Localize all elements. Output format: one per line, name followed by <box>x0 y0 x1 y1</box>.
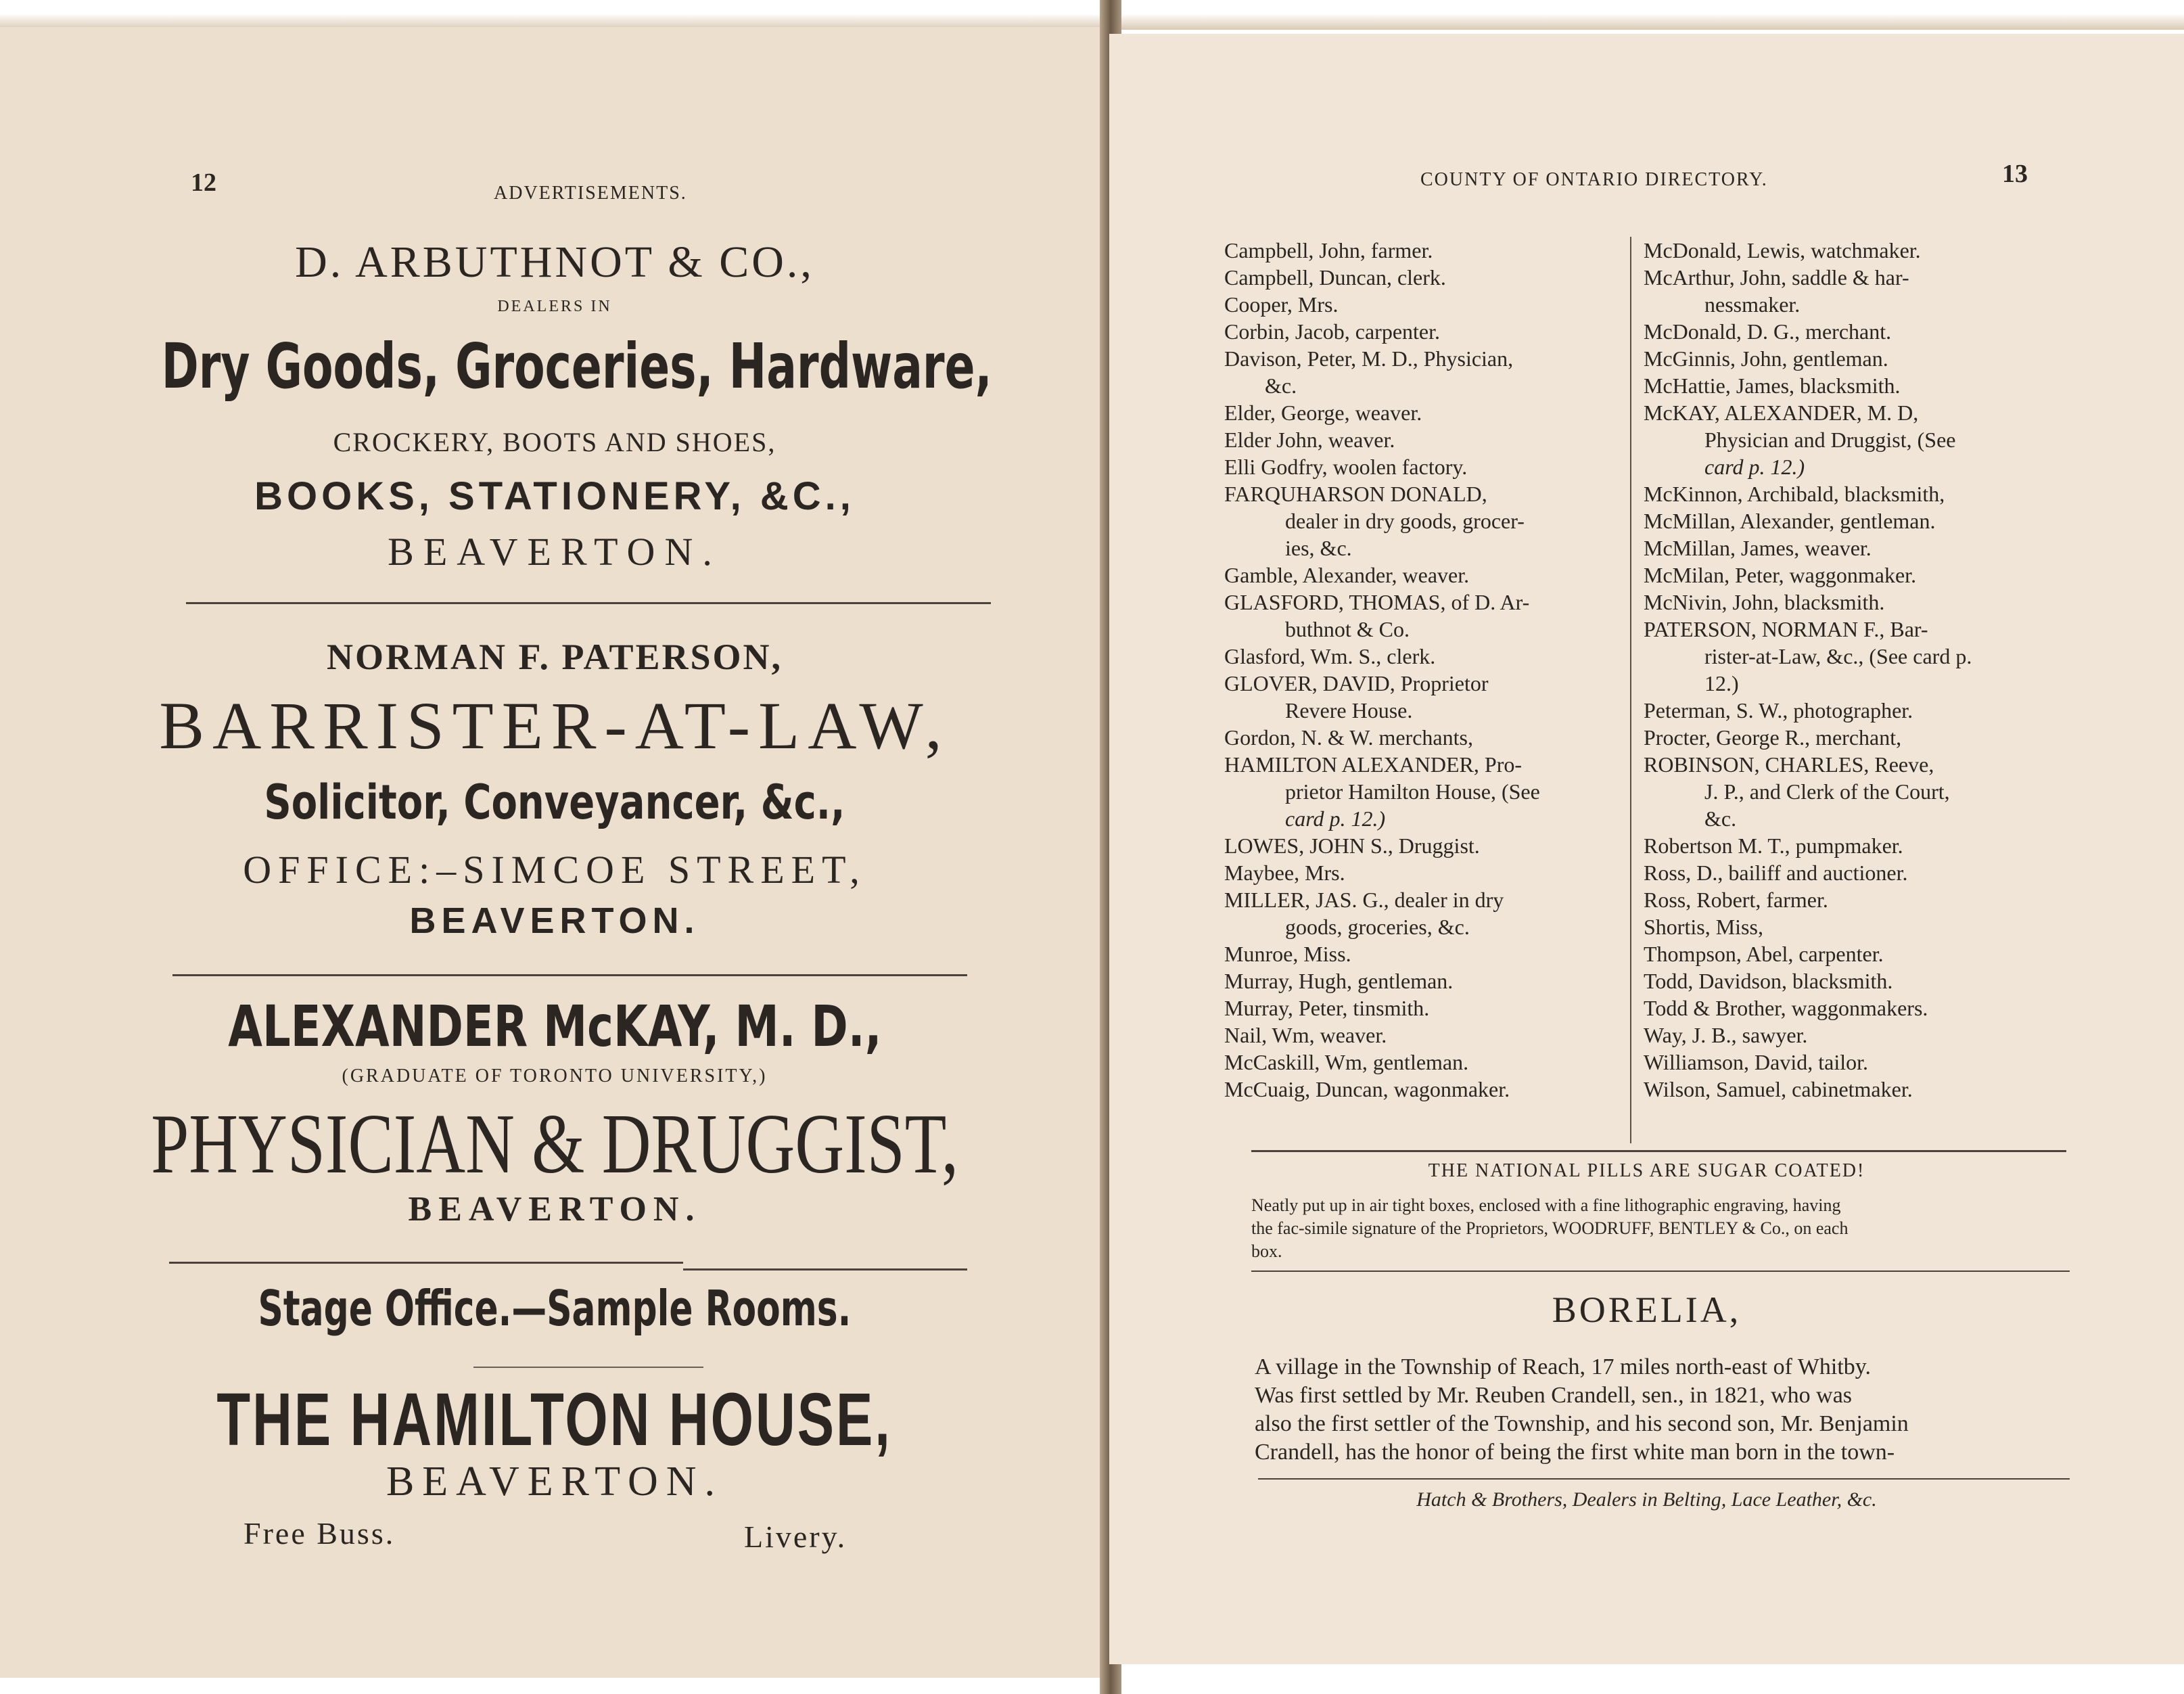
borelia-line: A village in the Township of Reach, 17 miles north-east of Whitby. <box>1255 1354 1872 1379</box>
paterson-office: OFFICE:–SIMCOE STREET, <box>243 848 866 892</box>
left-page <box>0 27 1109 1678</box>
column-divider <box>1630 237 1631 1143</box>
list-item: Murray, Hugh, gentleman. <box>1224 969 1454 993</box>
mckay-graduate: (GRADUATE OF TORONTO UNIVERSITY,) <box>342 1066 768 1086</box>
arbuthnot-goods-wrap <box>0 330 1109 403</box>
mckay-title: PHYSICIAN & DRUGGIST, <box>151 1097 958 1191</box>
pills-notice <box>1251 1194 2070 1263</box>
arbuthnot-dealers: DEALERS IN <box>497 298 612 315</box>
arbuthnot-crockery: CROCKERY, BOOTS AND SHOES, <box>333 427 776 457</box>
mckay-title-wrap <box>0 1096 1109 1193</box>
list-item: LOWES, JOHN S., Druggist. <box>1224 833 1480 858</box>
list-item: Campbell, John, farmer. <box>1224 238 1433 262</box>
list-item: GLOVER, DAVID, Proprietor <box>1224 671 1489 695</box>
list-item: GLASFORD, THOMAS, of D. Ar- <box>1224 590 1530 614</box>
hamilton-stage-wrap <box>0 1280 1109 1337</box>
list-item: McHattie, James, blacksmith. <box>1644 373 1901 398</box>
ornament-rule <box>473 1367 703 1368</box>
list-item: MILLER, JAS. G., dealer in dry <box>1224 888 1504 912</box>
mckay-name: ALEXANDER McKAY, M. D., <box>227 993 882 1059</box>
list-item: Nail, Wm, weaver. <box>1224 1023 1387 1047</box>
paterson-roles: Solicitor, Conveyancer, &c., <box>264 775 845 830</box>
right-page <box>1109 34 2184 1664</box>
list-item: Todd & Brother, waggonmakers. <box>1644 996 1928 1020</box>
list-item: McMilan, Peter, waggonmaker. <box>1644 563 1917 587</box>
list-item: card p. 12.) <box>1704 455 1805 479</box>
hamilton-name: THE HAMILTON HOUSE, <box>216 1378 893 1461</box>
list-item: McArthur, John, saddle & har- <box>1644 265 1909 290</box>
hamilton-town: BEAVERTON. <box>386 1459 724 1505</box>
arbuthnot-town: BEAVERTON. <box>388 530 722 574</box>
list-item: Williamson, David, tailor. <box>1644 1050 1868 1074</box>
divider <box>169 1262 683 1264</box>
list-item: Way, J. B., sawyer. <box>1644 1023 1808 1047</box>
list-item: McCuaig, Duncan, wagonmaker. <box>1224 1077 1510 1101</box>
list-item: Murray, Peter, tinsmith. <box>1224 996 1430 1020</box>
list-item: Ross, D., bailiff and auctioner. <box>1644 861 1908 885</box>
list-item: Thompson, Abel, carpenter. <box>1644 942 1884 966</box>
list-item: Gamble, Alexander, weaver. <box>1224 563 1470 587</box>
list-item: McMillan, James, weaver. <box>1644 536 1872 560</box>
list-item: &c. <box>1265 373 1297 398</box>
list-item: Campbell, Duncan, clerk. <box>1224 265 1446 290</box>
arbuthnot-books: BOOKS, STATIONERY, &C., <box>254 474 855 518</box>
list-item: Revere House. <box>1285 698 1413 723</box>
list-item: FARQUHARSON DONALD, <box>1224 482 1487 506</box>
list-item: rister-at-Law, &c., (See card p. <box>1704 644 1972 668</box>
list-item: Todd, Davidson, blacksmith. <box>1644 969 1893 993</box>
hamilton-livery: Livery. <box>744 1519 847 1554</box>
list-item: Shortis, Miss, <box>1644 915 1763 939</box>
list-item: Gordon, N. & W. merchants, <box>1224 725 1473 750</box>
borelia-line: Was first settled by Mr. Reuben Crandell, sen., in 1821, who was <box>1255 1383 1853 1408</box>
list-item: buthnot & Co. <box>1285 617 1410 641</box>
borelia-heading: BORELIA, <box>1552 1289 1742 1330</box>
list-item: McGinnis, John, gentleman. <box>1644 346 1888 371</box>
list-item: McDonald, Lewis, watchmaker. <box>1644 238 1921 262</box>
mckay-name-wrap <box>0 993 1109 1059</box>
list-item: Corbin, Jacob, carpenter. <box>1224 319 1440 344</box>
list-item: McCaskill, Wm, gentleman. <box>1224 1050 1469 1074</box>
divider <box>186 602 991 604</box>
list-item: Elli Godfry, woolen factory. <box>1224 455 1468 479</box>
scan-top-edge <box>0 0 2184 30</box>
borelia-line: Crandell, has the honor of being the first white man born in the town- <box>1255 1440 1895 1465</box>
list-item: Elder John, weaver. <box>1224 428 1395 452</box>
borelia-line: also the first settler of the Township, and his second son, Mr. Benjamin <box>1255 1411 1909 1436</box>
mckay-town: BEAVERTON. <box>408 1190 701 1229</box>
list-item: dealer in dry goods, grocer- <box>1285 509 1525 533</box>
list-item: nessmaker. <box>1704 292 1800 317</box>
list-item: PATERSON, NORMAN F., Bar- <box>1644 617 1928 641</box>
borelia-text <box>1255 1353 2073 1467</box>
list-item: McNivin, John, blacksmith. <box>1644 590 1885 614</box>
list-item: prietor Hamilton House, (See <box>1285 779 1540 804</box>
pills-line: box. <box>1251 1241 1282 1261</box>
list-item: Procter, George R., merchant, <box>1644 725 1902 750</box>
list-item: Wilson, Samuel, cabinetmaker. <box>1644 1077 1913 1101</box>
list-item: Elder, George, weaver. <box>1224 400 1422 425</box>
divider <box>683 1268 967 1270</box>
list-item: Glasford, Wm. S., clerk. <box>1224 644 1436 668</box>
directory-column-1 <box>1224 237 1603 1103</box>
list-item: McDonald, D. G., merchant. <box>1644 319 1892 344</box>
divider <box>1258 1478 2070 1480</box>
paterson-town: BEAVERTON. <box>409 900 700 941</box>
list-item: card p. 12.) <box>1285 806 1386 831</box>
paterson-name: NORMAN F. PATERSON, <box>326 637 783 677</box>
list-item: Peterman, S. W., photographer. <box>1644 698 1913 723</box>
list-item: Munroe, Miss. <box>1224 942 1351 966</box>
pills-headline: THE NATIONAL PILLS ARE SUGAR COATED! <box>1428 1160 1865 1181</box>
list-item: 12.) <box>1704 671 1739 695</box>
list-item: ies, &c. <box>1285 536 1352 560</box>
list-item: McKinnon, Archibald, blacksmith, <box>1644 482 1945 506</box>
hamilton-name-wrap <box>0 1377 1109 1463</box>
list-item: Ross, Robert, farmer. <box>1644 888 1828 912</box>
paterson-title: BARRISTER-AT-LAW, <box>159 688 950 763</box>
directory-column-2 <box>1644 237 2063 1103</box>
pills-line: Neatly put up in air tight boxes, enclosed with a fine lithographic engraving, having <box>1251 1195 1841 1215</box>
list-item: Robertson M. T., pumpmaker. <box>1644 833 1903 858</box>
hamilton-stage: Stage Office.—Sample Rooms. <box>258 1280 852 1337</box>
list-item: ROBINSON, CHARLES, Reeve, <box>1644 752 1934 777</box>
arbuthnot-goods: Dry Goods, Groceries, Hardware, <box>161 330 992 403</box>
running-head: COUNTY OF ONTARIO DIRECTORY. <box>1420 169 1768 190</box>
divider <box>172 974 967 976</box>
list-item: &c. <box>1704 806 1737 831</box>
list-item: Maybee, Mrs. <box>1224 861 1345 885</box>
pills-line: the fac-simile signature of the Proprietors, WOODRUFF, BENTLEY & Co., on each <box>1251 1218 1849 1238</box>
running-head: ADVERTISEMENTS. <box>494 183 687 204</box>
list-item: goods, groceries, &c. <box>1285 915 1470 939</box>
list-item: HAMILTON ALEXANDER, Pro- <box>1224 752 1522 777</box>
divider <box>1251 1150 2066 1152</box>
arbuthnot-name: D. ARBUTHNOT & CO., <box>295 237 814 287</box>
list-item: Cooper, Mrs. <box>1224 292 1339 317</box>
list-item: McMillan, Alexander, gentleman. <box>1644 509 1936 533</box>
divider <box>1251 1270 2070 1272</box>
hamilton-free-buss: Free Buss. <box>243 1516 396 1551</box>
list-item: Davison, Peter, M. D., Physician, <box>1224 346 1514 371</box>
paterson-roles-wrap <box>0 775 1109 830</box>
list-item: Physician and Druggist, (See <box>1704 428 1956 452</box>
list-item: McKAY, ALEXANDER, M. D, <box>1644 400 1919 425</box>
page-number: 12 <box>191 168 216 197</box>
page-number: 13 <box>2002 160 2028 188</box>
page-footer-ad: Hatch & Brothers, Dealers in Belting, Lace Leather, &c. <box>1416 1488 1877 1511</box>
list-item: J. P., and Clerk of the Court, <box>1704 779 1950 804</box>
